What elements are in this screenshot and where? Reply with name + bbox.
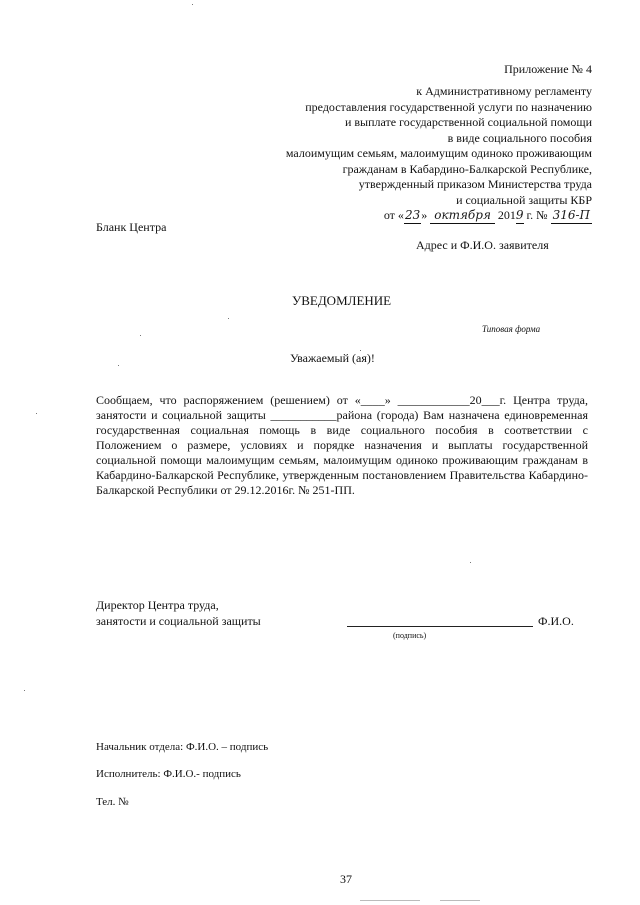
regulation-line: к Административному регламенту <box>416 84 592 98</box>
signature-position-line2: занятости и социальной защиты <box>96 614 261 628</box>
phone-line: Тел. № <box>96 796 129 808</box>
signature-caption: (подпись) <box>393 631 427 640</box>
order-month: октября <box>430 208 495 224</box>
regulation-line: и выплате государственной социальной помощи <box>344 115 592 129</box>
salutation: Уважаемый (ая)! <box>290 351 375 365</box>
page-number: 37 <box>340 872 352 886</box>
appendix-label: Приложение № 4 <box>504 62 592 76</box>
addressee-placeholder: Адрес и Ф.И.О. заявителя <box>416 238 549 252</box>
regulation-line: и социальной защиты КБР <box>456 192 592 207</box>
regulation-reference <box>286 84 592 208</box>
document-title: УВЕДОМЛЕНИЕ <box>292 293 392 308</box>
order-year-suffix: г. № <box>523 208 548 222</box>
executor-line: Исполнитель: Ф.И.О.- подпись <box>96 768 241 780</box>
signature-position-line1: Директор Центра труда, <box>96 598 219 612</box>
blank-label: Бланк Центра <box>96 220 167 234</box>
order-year-digit: 9 <box>515 208 524 222</box>
notification-body: Сообщаем, что распоряжением (решением) от «____» ____________20___г. Центра труда, занятости и социальной защиты ___________района (города) Вам назначена единовременная государственная социальная помощь в виде социального пособия в соответствии с Положением о размере, условиях и порядке назначения и выплаты государственной социальной помощи малоимущим семьям, малоимущим одиноко проживающим гражданам в Кабардино-Балкарской Республике, утвержденным постановлением Правительства Кабардино-Балкарской Республики от 29.12.2016г. № 251-ПП. <box>96 393 588 497</box>
regulation-line: гражданам в Кабардино-Балкарской Республике, <box>342 161 592 176</box>
regulation-line: предоставления государственной услуги по назначению <box>305 99 592 114</box>
order-day: 23 <box>404 208 421 222</box>
order-number: 316-П <box>552 208 590 222</box>
order-year-prefix: 201 <box>497 208 516 222</box>
order-prefix: от « <box>383 208 404 222</box>
form-type-label: Типовая форма <box>482 324 541 334</box>
regulation-line: в виде социального пособия <box>447 130 592 145</box>
regulation-line: малоимущим семьям, малоимущим одиноко проживающим <box>285 146 592 160</box>
order-mid: » <box>421 208 428 222</box>
signature-name-label: Ф.И.О. <box>538 614 574 628</box>
order-reference <box>384 208 592 224</box>
regulation-line: утвержденный приказом Министерства труда <box>358 177 592 191</box>
signature-line <box>347 626 533 627</box>
head-of-department-line: Начальник отдела: Ф.И.О. – подпись <box>96 741 269 753</box>
